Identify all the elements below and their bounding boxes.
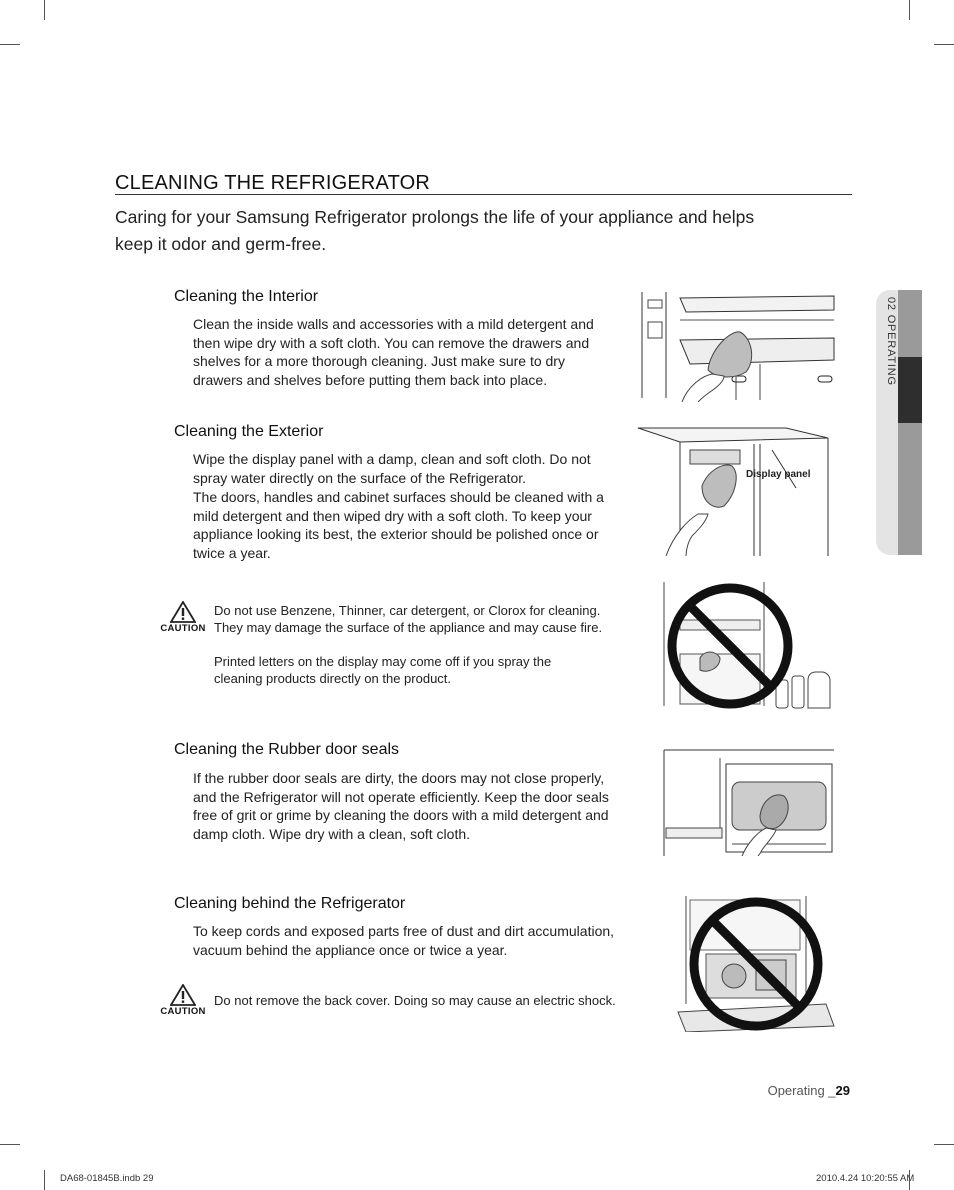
caution-label: CAUTION — [160, 623, 206, 634]
footer-timestamp: 2010.4.24 10:20:55 AM — [816, 1173, 915, 1184]
crop-mark — [934, 1144, 954, 1145]
page-label: Operating _ — [767, 1083, 836, 1098]
caution-text: Do not remove the back cover. Doing so may cause an electric shock. — [214, 993, 616, 1008]
warning-triangle-icon — [170, 984, 196, 1006]
crop-mark — [0, 1144, 20, 1145]
crop-mark — [909, 0, 910, 20]
caution-badge — [157, 601, 209, 634]
section-heading-behind: Cleaning behind the Refrigerator — [174, 895, 406, 912]
side-tab-label: 02 OPERATING — [885, 297, 897, 386]
page-number-value: 29 — [835, 1083, 850, 1098]
section-heading-door-seals: Cleaning the Rubber door seals — [174, 741, 400, 758]
page-number — [768, 1083, 850, 1098]
section-heading-exterior: Cleaning the Exterior — [174, 423, 324, 440]
prohibited-chemicals-illustration — [660, 580, 836, 714]
caution-text-2: Printed letters on the display may come off if you spray the cleaning products directly on the product. — [214, 654, 552, 686]
display-panel-label: Display panel — [746, 469, 811, 480]
exterior-cleaning-illustration — [636, 422, 830, 556]
section-heading-interior: Cleaning the Interior — [174, 288, 319, 305]
page-title: CLEANING THE REFRIGERATOR — [115, 172, 431, 194]
crop-mark — [934, 44, 954, 45]
crop-mark — [44, 1170, 45, 1190]
caution-label: CAUTION — [160, 1006, 206, 1017]
section-body-interior: Clean the inside walls and accessories with a mild detergent and then wipe dry with a soft cloth. You can remove the drawers and shelves for a more thorough cleaning. Just make sure to dry drawers and shelves before putting them back into place. — [193, 316, 594, 388]
section-body-exterior-2: The doors, handles and cabinet surfaces should be cleaned with a mild detergent and then wiped dry with a soft cloth. To keep your appliance looking its best, the exterior should be polished once or twice a year. — [193, 489, 604, 561]
side-tab-active-marker — [898, 357, 922, 423]
section-body-exterior: Wipe the display panel with a damp, clean and soft cloth. Do not spray water directly on the surface of the Refrigerator. — [193, 451, 591, 486]
crop-mark — [0, 44, 20, 45]
section-body-behind: To keep cords and exposed parts free of dust and dirt accumulation, vacuum behind the appliance once or twice a year. — [193, 923, 615, 958]
crop-mark — [44, 0, 45, 20]
intro-text: Caring for your Samsung Refrigerator prolongs the life of your appliance and helps keep it odor and germ-free. — [115, 207, 755, 254]
back-cover-illustration — [676, 894, 836, 1032]
footer-file: DA68-01845B.indb 29 — [60, 1173, 154, 1184]
door-seal-cleaning-illustration — [662, 748, 836, 856]
section-body-door-seals: If the rubber door seals are dirty, the doors may not close properly, and the Refrigerator will not operate efficiently. Keep the door seals free of grit or grime by cleaning the doors with a mild detergent and damp cloth. Wipe dry with a clean, soft cloth. — [193, 770, 609, 842]
title-divider — [115, 194, 852, 195]
caution-text: Do not use Benzene, Thinner, car detergent, or Clorox for cleaning. They may damage the surface of the appliance and may cause fire. — [214, 603, 603, 635]
warning-triangle-icon — [170, 601, 196, 623]
caution-badge — [157, 984, 209, 1017]
interior-cleaning-illustration — [640, 290, 836, 402]
